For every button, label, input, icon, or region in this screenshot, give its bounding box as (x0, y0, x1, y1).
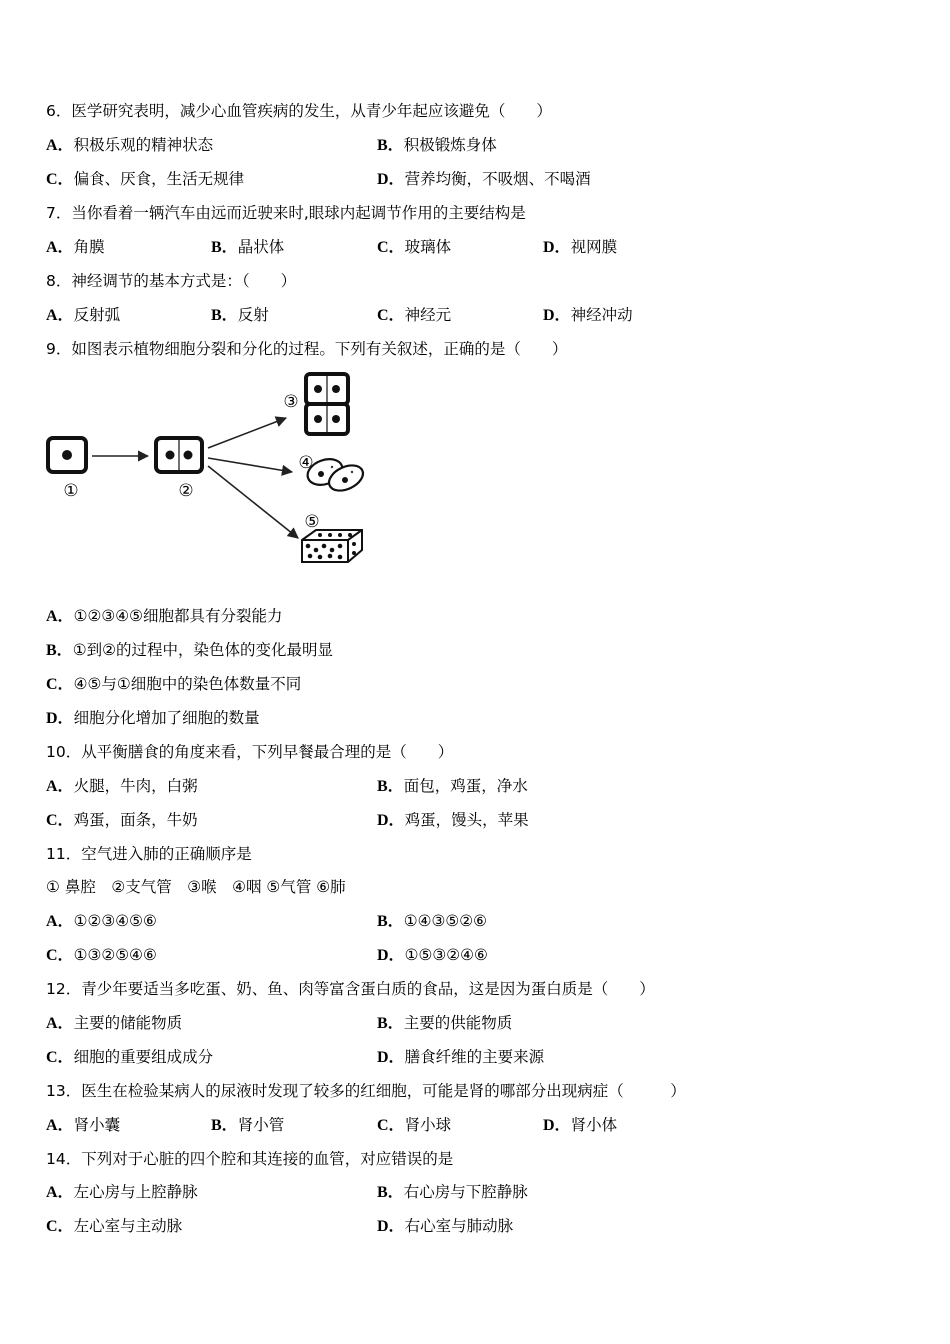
option-letter: A． (46, 1015, 74, 1032)
option-text: 积极锻炼身体 (403, 136, 497, 154)
option-text: 神经元 (404, 306, 452, 324)
cell-5-icon (302, 530, 362, 562)
arrow-icon (208, 458, 292, 472)
q11-option-c (46, 945, 157, 966)
option-text: 主要的储能物质 (73, 1014, 183, 1032)
q6-stem: 6．医学研究表明，减少心血管疾病的发生，从青少年起应该避免（ ） (46, 102, 552, 120)
option-text: 面包，鸡蛋，净水 (403, 777, 528, 795)
option-letter: D． (377, 947, 405, 964)
option-text: 反射弧 (73, 306, 121, 324)
option-text: ①②③④⑤细胞都具有分裂能力 (73, 607, 283, 625)
option-text: ④⑤与①细胞中的染色体数量不同 (73, 675, 302, 693)
option-text: ①⑤③②④⑥ (404, 946, 488, 964)
q14-option-a (46, 1182, 198, 1203)
option-text: 膳食纤维的主要来源 (404, 1048, 545, 1066)
arrow-icon (208, 418, 286, 448)
q7-stem: 7．当你看着一辆汽车由远而近驶来时,眼球内起调节作用的主要结构是 (46, 204, 526, 222)
q8-option-d (543, 305, 633, 326)
q8-option-c (377, 305, 451, 326)
option-letter: B． (377, 137, 404, 154)
q9-option-a (46, 606, 283, 627)
option-letter: D． (543, 1117, 571, 1134)
cell-1-icon (48, 438, 86, 472)
q11-items: ① 鼻腔 ②支气管 ③喉 ④咽 ⑤气管 ⑥肺 (46, 878, 346, 896)
option-letter: B． (377, 1184, 404, 1201)
q14-option-b (377, 1182, 528, 1203)
option-letter: C． (46, 812, 74, 829)
option-text: 肾小球 (404, 1116, 452, 1134)
q13-option-b (211, 1115, 284, 1136)
option-letter: A． (46, 1184, 74, 1201)
option-text: 偏食、厌食，生活无规律 (73, 170, 245, 188)
q12-option-b (377, 1013, 512, 1034)
q9-option-b (46, 640, 333, 661)
option-letter: D． (543, 307, 571, 324)
option-text: 右心房与下腔静脉 (403, 1183, 528, 1201)
option-text: 晶状体 (237, 238, 285, 256)
option-letter: C． (46, 1218, 74, 1235)
option-letter: B． (377, 913, 404, 930)
q12-option-a (46, 1013, 182, 1034)
option-letter: C． (46, 947, 74, 964)
option-text: 右心室与肺动脉 (404, 1217, 514, 1235)
option-letter: D． (543, 239, 571, 256)
option-text: 反射 (237, 306, 269, 324)
cell-2-icon (156, 438, 202, 472)
option-letter: D． (377, 812, 405, 829)
q6-option-a (46, 135, 213, 156)
option-text: 主要的供能物质 (403, 1014, 513, 1032)
option-letter: D． (377, 1049, 405, 1066)
option-text: 玻璃体 (404, 238, 452, 256)
cell-3-icon (306, 374, 348, 434)
option-text: 左心室与主动脉 (73, 1217, 183, 1235)
option-text: ①③②⑤④⑥ (73, 946, 157, 964)
q7-option-b (211, 237, 284, 258)
option-letter: C． (46, 676, 74, 693)
label-4: ④ (298, 453, 314, 473)
option-letter: A． (46, 608, 74, 625)
q14-option-c (46, 1216, 182, 1237)
q10-option-b (377, 776, 528, 797)
option-text: 细胞分化增加了细胞的数量 (73, 709, 260, 727)
option-letter: A． (46, 137, 74, 154)
label-2: ② (178, 481, 194, 501)
option-text: 左心房与上腔静脉 (73, 1183, 198, 1201)
option-text: 神经冲动 (570, 306, 633, 324)
q10-option-c (46, 810, 198, 831)
option-text: 肾小管 (237, 1116, 285, 1134)
option-text: 火腿，牛肉，白粥 (73, 777, 198, 795)
q12-option-d (377, 1047, 544, 1068)
option-letter: B． (377, 778, 404, 795)
option-letter: B． (211, 307, 238, 324)
option-text: 视网膜 (570, 238, 618, 256)
q11-option-d (377, 945, 488, 966)
option-text: 肾小囊 (73, 1116, 121, 1134)
option-letter: C． (377, 239, 405, 256)
q13-option-c (377, 1115, 451, 1136)
option-letter: D． (46, 710, 74, 727)
q8-option-a (46, 305, 120, 326)
q12-option-c (46, 1047, 213, 1068)
option-letter: C． (46, 171, 74, 188)
q10-option-a (46, 776, 198, 797)
q13-option-d (543, 1115, 617, 1136)
option-letter: B． (211, 1117, 238, 1134)
option-text: ①②③④⑤⑥ (73, 912, 157, 930)
q9-option-c (46, 674, 301, 695)
q7-option-c (377, 237, 451, 258)
cell-division-figure (40, 368, 370, 578)
label-1: ① (63, 481, 79, 501)
q6-option-c (46, 169, 244, 190)
option-text: 角膜 (73, 238, 105, 256)
option-text: 肾小体 (570, 1116, 618, 1134)
option-letter: A． (46, 239, 74, 256)
q7-option-a (46, 237, 105, 258)
q12-stem: 12．青少年要适当多吃蛋、奶、鱼、肉等富含蛋白质的食品，这是因为蛋白质是（ ） (46, 980, 655, 998)
option-text: 积极乐观的精神状态 (73, 136, 214, 154)
option-letter: C． (377, 307, 405, 324)
option-letter: B． (377, 1015, 404, 1032)
option-text: ①④③⑤②⑥ (403, 912, 488, 930)
q8-option-b (211, 305, 269, 326)
arrow-icon (208, 466, 298, 538)
q9-stem: 9．如图表示植物细胞分裂和分化的过程。下列有关叙述，正确的是（ ） (46, 340, 568, 358)
option-text: 细胞的重要组成成分 (73, 1048, 214, 1066)
q6-option-d (377, 169, 591, 190)
option-letter: A． (46, 307, 74, 324)
option-letter: D． (377, 1218, 405, 1235)
label-3: ③ (283, 392, 299, 412)
q10-option-d (377, 810, 529, 831)
q11-stem: 11．空气进入肺的正确顺序是 (46, 845, 252, 863)
label-5: ⑤ (304, 512, 320, 532)
q11-option-b (377, 911, 487, 932)
q14-stem: 14．下列对于心脏的四个腔和其连接的血管，对应错误的是 (46, 1150, 454, 1168)
q10-stem: 10．从平衡膳食的角度来看，下列早餐最合理的是（ ） (46, 743, 454, 761)
q8-stem: 8．神经调节的基本方式是：（ ） (46, 272, 297, 290)
option-letter: C． (46, 1049, 74, 1066)
q13-option-a (46, 1115, 120, 1136)
option-text: 营养均衡，不吸烟、不喝酒 (404, 170, 591, 188)
q7-option-d (543, 237, 617, 258)
option-letter: A． (46, 1117, 74, 1134)
option-letter: D． (377, 171, 405, 188)
option-letter: B． (46, 642, 73, 659)
option-letter: A． (46, 778, 74, 795)
option-text: ①到②的过程中，染色体的变化最明显 (72, 641, 333, 659)
option-text: 鸡蛋，面条，牛奶 (73, 811, 198, 829)
q14-option-d (377, 1216, 513, 1237)
q13-stem: 13．医生在检验某病人的尿液时发现了较多的红细胞，可能是肾的哪部分出现病症（ ） (46, 1082, 686, 1100)
q11-option-a (46, 911, 157, 932)
option-text: 鸡蛋，馒头，苹果 (404, 811, 529, 829)
option-letter: B． (211, 239, 238, 256)
option-letter: C． (377, 1117, 405, 1134)
q6-option-b (377, 135, 497, 156)
option-letter: A． (46, 913, 74, 930)
q9-option-d (46, 708, 260, 729)
